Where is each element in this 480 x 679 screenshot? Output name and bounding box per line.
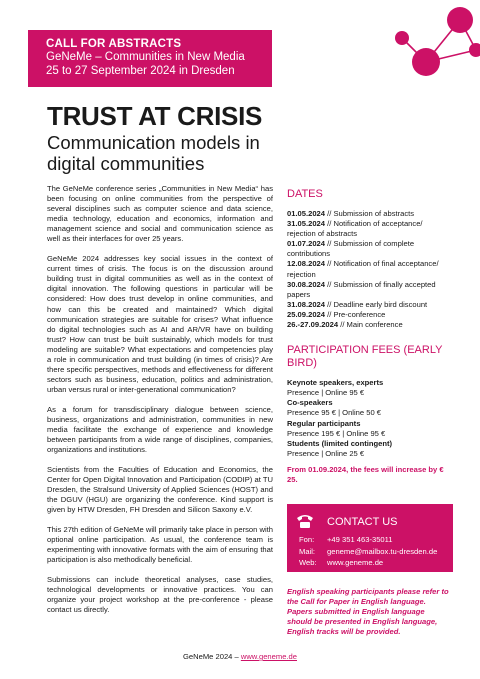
fee-increase-note: From 01.09.2024, the fees will increase by € 25. <box>287 464 444 484</box>
sidebar-info <box>287 188 447 485</box>
contact-box <box>287 504 453 572</box>
paragraph: The GeNeMe conference series „Communities in New Media“ has been focusing on online communities from the perspective of several disciplines such as computer science and data science, media technology, education and economics, information and management science and social and communication science as well as their interfaces for over 25 years. <box>47 184 273 244</box>
fee-category: Students (limited contingent) <box>287 438 393 448</box>
fee-price: Presence | Online 25 € <box>287 448 365 458</box>
fee-category: Keynote speakers, experts <box>287 378 384 388</box>
fees-list <box>287 378 447 459</box>
fee-price: Presence 195 € | Online 95 € <box>287 428 386 438</box>
paragraph: This 27th edition of GeNeMe will primarily take place in person with optional online participation. As usual, the conference team is experimenting with innovative formats with the aim of ensuring that participation is also methodically beneficial. <box>47 524 273 565</box>
contact-phone: Fon: +49 351 463-35011 <box>299 535 393 544</box>
date-item: 31.05.2024 // Notification of acceptance/ rejection of abstracts <box>287 219 423 239</box>
date-item: 25.09.2024 // Pre-conference <box>287 309 386 319</box>
english-note: English speaking participants please refer to the Call for Paper in English language. Papers submitted in English language should be presented in English language, English tracks will be provided. <box>287 587 449 637</box>
date-item: 26.-27.09.2024 // Main conference <box>287 320 403 330</box>
dates-list <box>287 209 447 330</box>
banner-conference: GeNeMe – Communities in New Media <box>46 51 245 63</box>
contact-details <box>299 534 437 569</box>
fee-category: Co-speakers <box>287 398 333 408</box>
banner-dates: 25 to 27 September 2024 in Dresden <box>46 65 235 77</box>
fee-category: Regular participants <box>287 418 361 428</box>
date-item: 30.08.2024 // Submission of finally accepted papers <box>287 279 436 299</box>
date-item: 01.07.2024 // Submission of complete contributions <box>287 239 415 259</box>
date-item: 31.08.2024 // Deadline early bird discount <box>287 299 428 309</box>
paragraph: Scientists from the Faculties of Education and Economics, the Center for Open Digital Innovation and Participation (CODIP) at TU Dresden, the Stralsund University of Applied Sciences (HOST) and the DGUV (HGU) are organizing the conference. Kind support is given by HTW Dresden, FH Dresden and Silicon Saxony e.V. <box>47 464 273 515</box>
date-item: 01.05.2024 // Submission of abstracts <box>287 209 415 218</box>
footer <box>0 652 480 661</box>
paragraph: As a forum for transdisciplinary dialogue between science, business, organizations and administration, communities in new media facilitate the exchange of experience and knowledge between participants from a wide range of disciplines, companies, organizations and institutions. <box>47 404 273 455</box>
fees-heading: PARTICIPATION FEES (EARLY BIRD) <box>287 344 443 370</box>
banner-label: CALL FOR ABSTRACTS <box>46 38 182 50</box>
date-item: 12.08.2024 // Notification of final acceptance/ rejection <box>287 259 439 279</box>
contact-mail[interactable]: Mail: geneme@mailbox.tu-dresden.de <box>299 546 438 556</box>
call-banner <box>28 30 272 87</box>
paragraph: GeNeMe 2024 addresses key social issues in the context of current times of crisis. The focus is on the discussion around building trust in digital communities as well as in the context of digital innovation. The following questions in particular will be considered: How does trust develop in online communities, and how can this be created and maintained? Which digital communication strategies are suitable for crises? What influence do digital technologies such as AI and AR/VR have on building trust? How can trust be built sustainably, which models for trust modeling are suitable? What expectations and competencies play a role in communication and trust building (in times of crisis)? Are there specific perspectives, methods and effectiveness for different sectors such as business, education, politics and administration, urban versus rural or inter-generational communication? <box>47 254 273 395</box>
dates-heading: DATES <box>287 188 323 200</box>
phone-icon <box>295 513 315 529</box>
contact-web[interactable]: Web: www.geneme.de <box>299 558 384 567</box>
paragraph: Submissions can include theoretical analyses, case studies, technological developments or innovative practices. You can organize your project workshop at the pre-conference - please contact us directly. <box>47 574 273 614</box>
fee-price: Presence 95 € | Online 50 € <box>287 408 382 418</box>
body-text <box>47 184 273 625</box>
page-subtitle: Communication models in digital communities <box>47 132 260 174</box>
contact-heading: CONTACT US <box>327 516 398 528</box>
fee-price: Presence | Online 95 € <box>287 388 365 398</box>
footer-link[interactable]: www.geneme.de <box>240 652 297 661</box>
page-title: TRUST AT CRISIS <box>47 101 263 131</box>
footer-text: GeNeMe 2024 – <box>183 652 241 661</box>
molecule-graphic <box>380 0 480 95</box>
